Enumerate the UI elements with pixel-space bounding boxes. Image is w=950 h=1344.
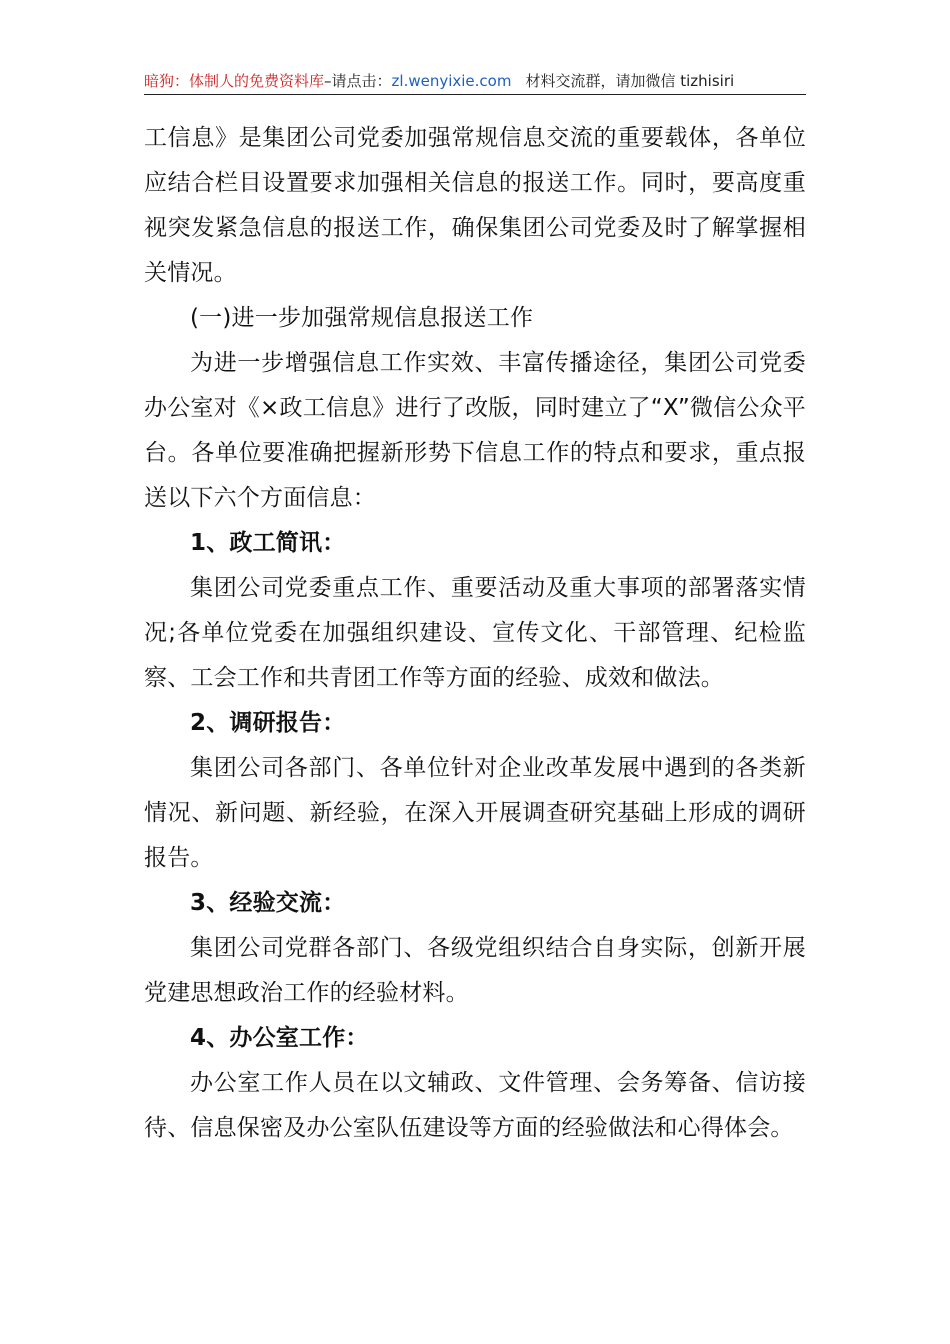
header-brand: 暗狗：体制人的免费资料库 (144, 72, 325, 90)
paragraph-intro: 为进一步增强信息工作实效、丰富传播途径，集团公司党委办公室对《×政工信息》进行了改版，同时建立了“X”微信公众平台。各单位要准确把握新形势下信息工作的特点和要求，重点报送以下六个方面信息： (144, 350, 806, 511)
item-1-title: 1、政工简讯： (190, 530, 346, 556)
item-2-title: 2、调研报告： (190, 710, 346, 736)
document-body (144, 116, 806, 1151)
paragraph-continuation: 工信息》是集团公司党委加强常规信息交流的重要载体，各单位应结合栏目设置要求加强相关信息的报送工作。同时，要高度重视突发紧急信息的报送工作，确保集团公司党委及时了解掌握相关情况。 (144, 125, 806, 286)
item-2-body: 集团公司各部门、各单位针对企业改革发展中遇到的各类新情况、新问题、新经验，在深入开展调查研究基础上形成的调研报告。 (144, 755, 806, 871)
item-4-title: 4、办公室工作： (190, 1025, 369, 1051)
item-1-body: 集团公司党委重点工作、重要活动及重大事项的部署落实情况;各单位党委在加强组织建设、宣传文化、干部管理、纪检监察、工会工作和共青团工作等方面的经验、成效和做法。 (144, 575, 806, 691)
section-heading: (一)进一步加强常规信息报送工作 (190, 305, 534, 331)
header-link[interactable]: zl.wenyixie.com (391, 72, 512, 90)
header-group-text: 材料交流群，请加微信 tizhisiri (525, 72, 735, 90)
item-3-title: 3、经验交流： (190, 890, 346, 916)
header-click-prefix: –请点击： (324, 72, 392, 90)
item-3-body: 集团公司党群各部门、各级党组织结合自身实际，创新开展党建思想政治工作的经验材料。 (144, 935, 806, 1006)
item-4-body: 办公室工作人员在以文辅政、文件管理、会务筹备、信访接待、信息保密及办公室队伍建设等方面的经验做法和心得体会。 (144, 1070, 806, 1141)
page-header (144, 68, 806, 95)
